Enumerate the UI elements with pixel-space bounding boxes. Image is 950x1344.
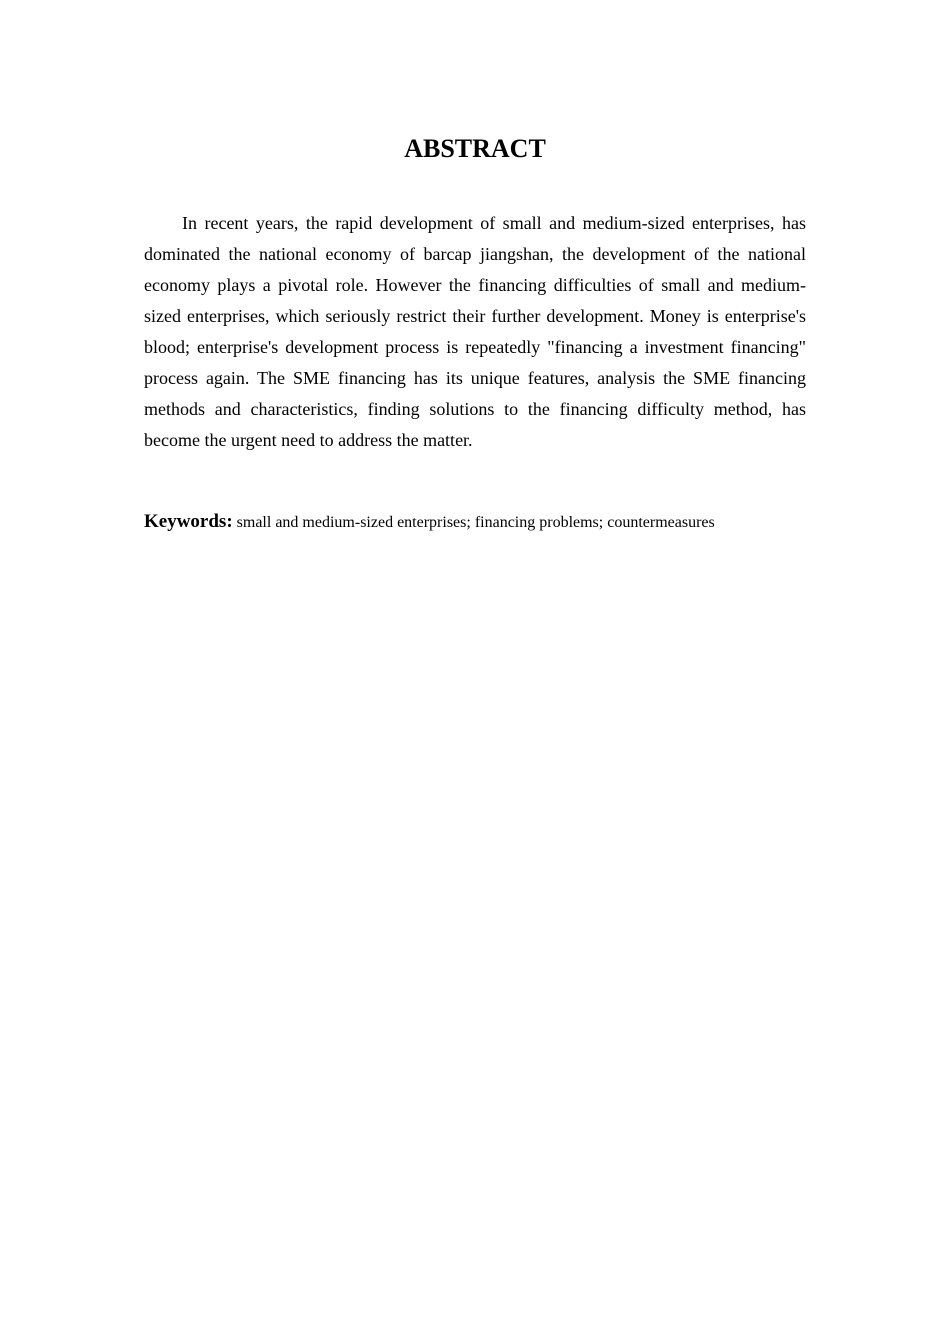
keywords-line	[144, 507, 806, 538]
keywords-text: small and medium-sized enterprises; financing problems; countermeasures	[236, 514, 715, 531]
page-title: ABSTRACT	[404, 134, 546, 163]
abstract-paragraph: In recent years, the rapid development of small and medium-sized enterprises, has dominated the national economy of barcap jiangshan, the development of the national economy plays a pivotal role. However the financing difficulties of small and medium-sized enterprises, which seriously restrict their further development. Money is enterprise's blood; enterprise's development process is repeatedly "financing a investment financing" process again. The SME financing has its unique features, analysis the SME financing methods and characteristics, finding solutions to the financing difficulty method, has become the urgent need to address the matter.	[144, 213, 806, 450]
keywords-label: Keywords:	[144, 511, 233, 532]
